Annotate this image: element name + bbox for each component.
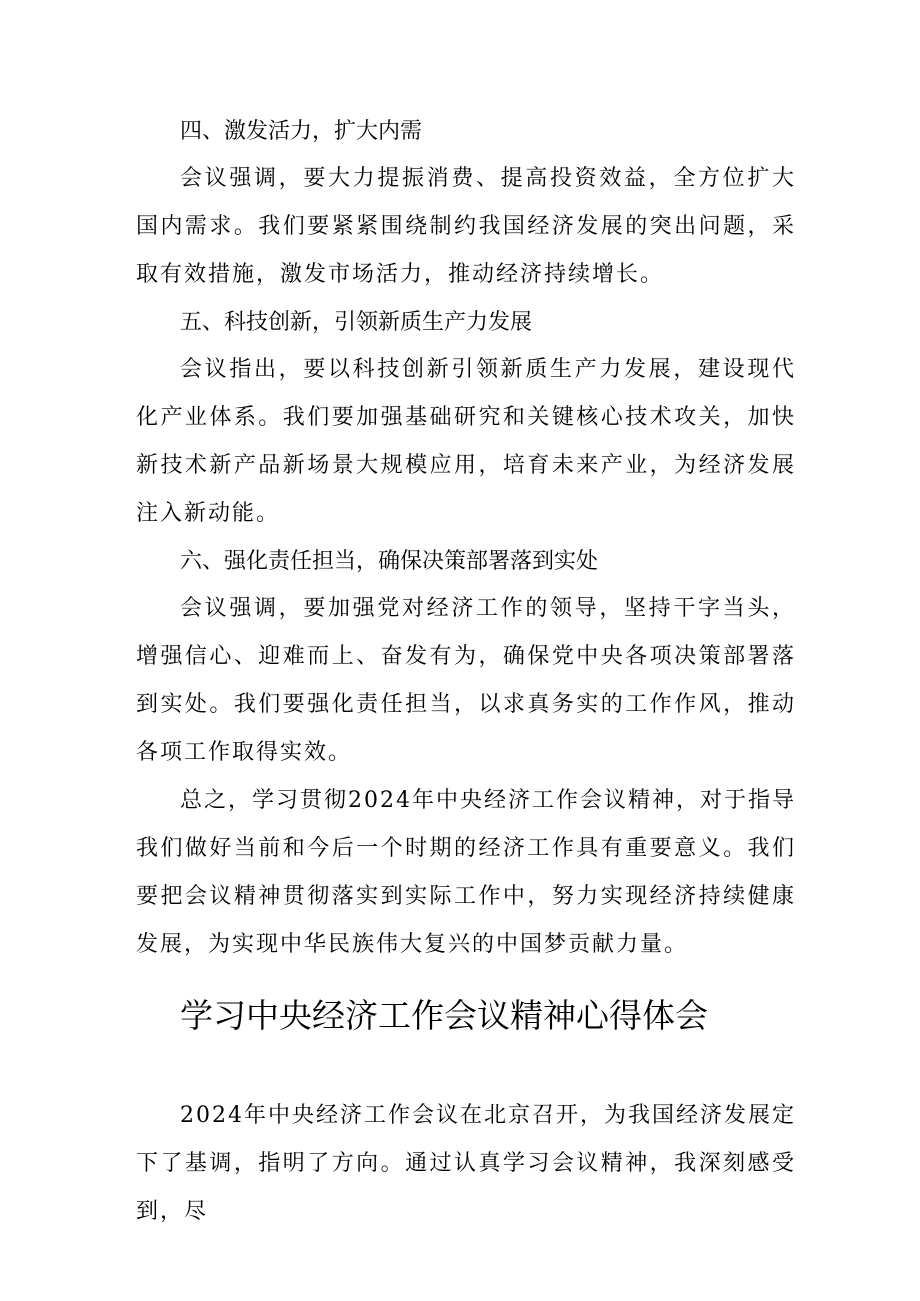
intro-paragraph: 2024年中央经济工作会议在北京召开，为我国经济发展定下了基调，指明了方向。通过认真学习会议精神，我深刻感受到，尽 bbox=[136, 1103, 796, 1224]
section-heading-4: 四、激发活力，扩大内需 bbox=[180, 119, 423, 144]
section-paragraph-6: 会议强调，要加强党对经济工作的领导，坚持干字当头，增强信心、迎难而上、奋发有为，确保党中央各项决策部署落到实处。我们要强化责任担当，以求真务实的工作作风，推动各项工作取得实效。 bbox=[136, 596, 796, 765]
article-body bbox=[136, 108, 796, 969]
section-heading-6: 六、强化责任担当，确保决策部署落到实处 bbox=[180, 549, 599, 574]
conclusion-paragraph: 总之，学习贯彻2024年中央经济工作会议精神，对于指导我们做好当前和今后一个时期的经济工作具有重要意义。我们要把会议精神贯彻落实到实际工作中，努力实现经济持续健康发展，为实现中华民族伟大复兴的中国梦贡献力量。 bbox=[136, 788, 796, 957]
section-heading-5: 五、科技创新，引领新质生产力发展 bbox=[180, 310, 533, 335]
section-paragraph-4: 会议强调，要大力提振消费、提高投资效益，全方位扩大国内需求。我们要紧紧围绕制约我国经济发展的突出问题，采取有效措施，激发市场活力，推动经济持续增长。 bbox=[136, 166, 796, 287]
article-title: 学习中央经济工作会议精神心得体会 bbox=[180, 996, 708, 1035]
section-paragraph-5: 会议指出，要以科技创新引领新质生产力发展，建设现代化产业体系。我们要加强基础研究和关键核心技术攻关，加快新技术新产品新场景大规模应用，培育未来产业，为经济发展注入新动能。 bbox=[136, 357, 796, 526]
